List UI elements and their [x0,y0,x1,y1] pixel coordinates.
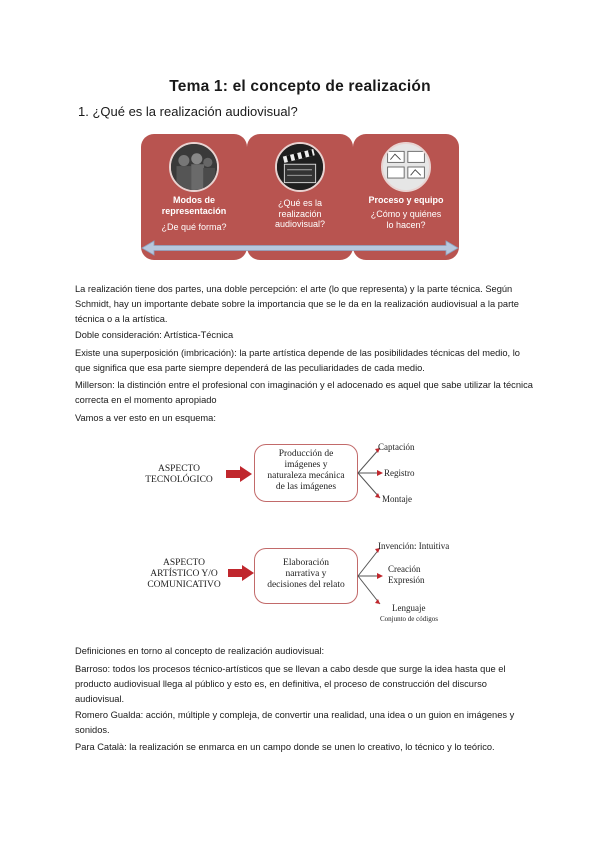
aspecto-artistico-label [136,558,232,591]
red-arrow-icon [228,565,254,581]
card1-heading: Modos de representación [161,195,227,216]
paragraph-esquema: Vamos a ver esto en un esquema: [75,413,216,423]
double-arrow-icon [140,238,460,258]
item-expresion: Expresión [388,575,425,585]
paragraph-romero-gualda: Romero Gualda: acción, múltiple y compleja, de convertir una realidad, una idea o un guion en imágenes y sonidos. [75,710,515,735]
paragraph-superposicion: Existe una superposición (imbricación): la parte artística depende de las posibilidades técnicas del medio, lo que significa que esa parte siempre dependerá de las peculiaridades de cada medio. [75,348,520,373]
label-line: COMUNICATIVO [147,580,221,590]
paragraph-definiciones: Definiciones en torno al concepto de realización audiovisual: [75,646,325,656]
paragraph-doble-consideracion: Doble consideración: Artística-Técnica [75,330,234,340]
storyboard-icon [381,142,431,192]
box-line: narrativa y [285,569,327,579]
concept-diagram [0,0,600,270]
box-line: imágenes y [284,460,328,470]
clapperboard-icon [275,142,325,192]
audience-photo-icon [169,142,219,192]
paragraph-millerson: Millerson: la distinción entre el profesional con imaginación y el adocenado es aquel que sabe utilizar la técnica correcta en el momento apropiado [75,380,533,405]
item-captacion: Captación [378,442,415,452]
box-line: decisiones del relato [267,580,345,590]
red-arrow-icon [226,466,252,482]
section-heading: 1. ¿Qué es la realización audiovisual? [78,104,298,119]
box-line: de las imágenes [275,482,337,492]
page-title: Tema 1: el concepto de realización [169,78,431,95]
schema-diagram [0,430,600,630]
label-line: ASPECTO [157,464,201,474]
box-line: Producción de [278,449,334,459]
label-line: TECNOLÓGICO [145,475,213,485]
card3-heading: Proceso y equipo [368,195,444,205]
item-registro: Registro [384,468,415,478]
box-line: Elaboración [283,558,329,568]
card1-question: ¿De qué forma? [161,222,227,232]
item-montaje: Montaje [382,494,412,504]
item-lenguaje: Lenguaje [392,603,426,613]
item-invencion: Invención: Intuitiva [378,541,450,551]
card3-question: ¿Cómo y quiénes lo hacen? [370,209,442,230]
card2-text: ¿Qué es la realización audiovisual? [274,198,326,229]
paragraph-realizacion: La realización tiene dos partes, una doble percepción: el arte (lo que representa) y la parte técnica. Según Schmidt, hay un importante debate sobre la importancia que se le da en la realización audiovisual a la parte técnica o a la artística. [75,284,519,324]
box-line: naturaleza mecánica [267,471,345,481]
label-line: ASPECTO [162,558,206,568]
elaboracion-box [254,548,358,604]
paragraph-barroso: Barroso: todos los procesos técnico-artísticos que se llevan a cabo desde que surge la idea hasta que el producto audiovisual llega al público y esto es, en definitiva, el proceso de construcción del discurso audiovisual. [75,664,506,704]
item-creacion: Creación [388,564,421,574]
aspecto-tecnologico-label [140,464,218,486]
item-conjunto-codigos: Conjunto de códigos [380,615,438,623]
label-line: ARTÍSTICO Y/O [150,569,218,579]
produccion-box [254,444,358,502]
paragraph-catala: Para Català: la realización se enmarca en un campo donde se unen lo creativo, lo técnico y lo teórico. [75,742,495,752]
